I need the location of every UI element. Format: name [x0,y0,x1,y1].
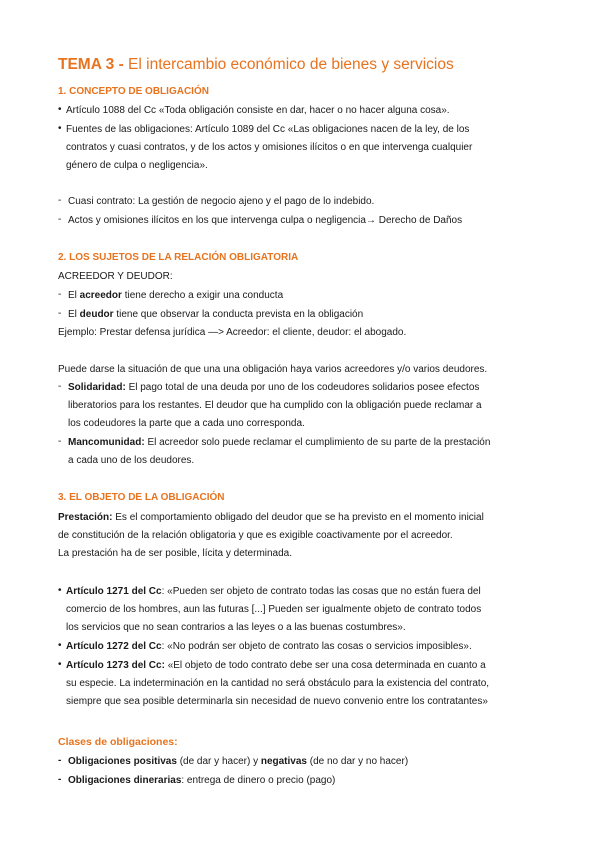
prestacion-line-1: Prestación: Es el comportamiento obligado del deudor que se ha previsto en el momento inicial [58,512,484,523]
page-title [58,56,454,74]
s1-bullet-2-line-3: género de culpa o negligencia». [66,160,208,171]
art1271-line-2: comercio de los hombres, aun las futuras [...] Pueden ser igualmente objeto de contrato todos [66,604,482,615]
section-3-heading: 3. EL OBJETO DE LA OBLIGACIÓN [58,492,225,503]
dash-marker: - [58,381,62,392]
mancomunidad-line-1: Mancomunidad: El acreedor solo puede reclamar el cumplimiento de su parte de la prestación [68,437,491,448]
bullet-marker: • [58,659,62,670]
dash-marker: - [58,755,62,766]
mancomunidad-line-2: a cada uno de los deudores. [68,455,195,466]
bullet-marker: • [58,123,62,134]
s2-intro: ACREEDOR Y DEUDOR: [58,271,173,282]
prestacion-line-3: La prestación ha de ser posible, lícita y determinada. [58,548,293,559]
solidaridad-line-2: liberatorios para los restantes. El deudor que ha cumplido con la obligación puede reclamar a [68,400,482,411]
art1273-line-3: siempre que sea posible determinarla sin necesidad de nuevo convenio entre los contratantes» [66,696,488,707]
bullet-marker: • [58,585,62,596]
bullet-marker: • [58,104,62,115]
s1-bullet-2-line-1: Fuentes de las obligaciones: Artículo 1089 del Cc «Las obligaciones nacen de la ley, de los [66,124,470,135]
s1-bullet-1: Artículo 1088 del Cc «Toda obligación consiste en dar, hacer o no hacer alguna cosa». [66,105,450,116]
dash-marker: - [58,436,62,447]
s2-dash-deudor: El deudor tiene que observar la conducta prevista en la obligación [68,309,364,320]
prestacion-line-2: de constitución de la relación obligatoria y que es exigible coactivamente por el acreedor. [58,530,453,541]
section-1-heading: 1. CONCEPTO DE OBLIGACIÓN [58,86,209,97]
solidaridad-line-1: Solidaridad: El pago total de una deuda por uno de los codeudores solidarios posee efectos [68,382,480,393]
s2-dash-acreedor: El acreedor tiene derecho a exigir una conducta [68,290,284,301]
art1273-line-2: su especie. La indeterminación en la cantidad no será obstáculo para la existencia del contrato, [66,678,490,689]
s1-bullet-2-line-2: contratos y cuasi contratos, y de los actos y omisiones ilícitos o en que intervenga cualquier [66,142,473,153]
s2-example: Ejemplo: Prestar defensa jurídica —> Acreedor: el cliente, deudor: el abogado. [58,327,407,338]
clase-dinerarias: Obligaciones dinerarias: entrega de dinero o precio (pago) [68,775,336,786]
s1-dash-2: Actos y omisiones ilícitos en los que intervenga culpa o negligencia→ Derecho de Daños [68,215,463,226]
section-2-heading: 2. LOS SUJETOS DE LA RELACIÓN OBLIGATORIA [58,252,299,263]
clase-positivas-negativas: Obligaciones positivas (de dar y hacer) y negativas (de no dar y no hacer) [68,756,409,767]
art1271-line-1: Artículo 1271 del Cc: «Pueden ser objeto de contrato todas las cosas que no están fuera del [66,586,481,597]
art1271-line-3: los servicios que no sean contrarios a las leyes o a las buenas costumbres». [66,622,406,633]
dash-marker: - [58,774,62,785]
dash-marker: - [58,308,62,319]
dash-marker: - [58,214,62,225]
s1-dash-1: Cuasi contrato: La gestión de negocio ajeno y el pago de lo indebido. [68,196,375,207]
art1273-line-1: Artículo 1273 del Cc: «El objeto de todo contrato debe ser una cosa determinada en cuanto a [66,660,486,671]
art1272-line-1: Artículo 1272 del Cc: «No podrán ser objeto de contrato las cosas o servicios imposibles». [66,641,472,652]
dash-marker: - [58,289,62,300]
dash-marker: - [58,195,62,206]
solidaridad-line-3: los codeudores la parte que a cada uno corresponda. [68,418,305,429]
clases-heading: Clases de obligaciones: [58,736,178,748]
s2-paragraph: Puede darse la situación de que una una obligación haya varios acreedores y/o varios deudores. [58,364,488,375]
title-number: TEMA 3 - [58,56,124,73]
title-text: El intercambio económico de bienes y servicios [128,56,454,73]
bullet-marker: • [58,640,62,651]
